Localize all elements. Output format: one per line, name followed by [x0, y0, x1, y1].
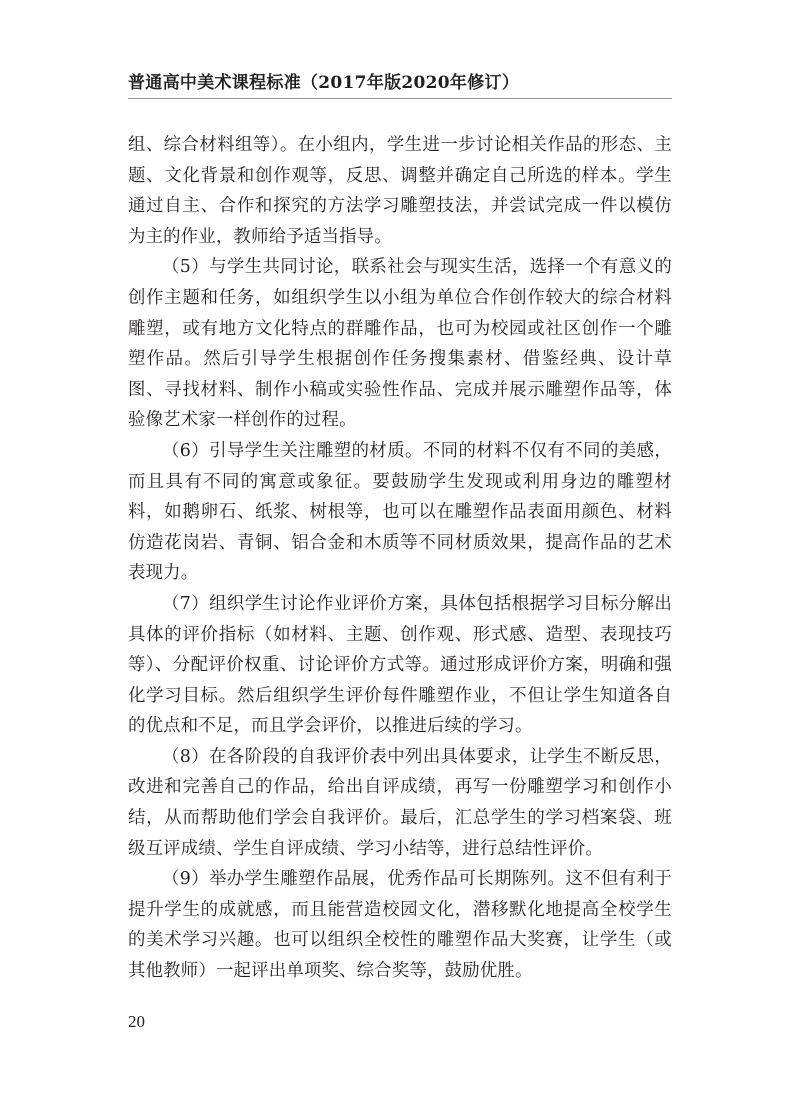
paragraph-item-9: （9）举办学生雕塑作品展，优秀作品可长期陈列。这不但有利于提升学生的成就感，而且能营造校园文化，潜移默化地提高全校学生的美术学习兴趣。也可以组织全校性的雕塑作品大奖赛，让学生（或其他教师）一起评出单项奖、综合奖等，鼓励优胜。	[128, 869, 672, 982]
page-number: 20	[128, 1012, 145, 1031]
paragraph-item-5: （5）与学生共同讨论，联系社会与现实生活，选择一个有意义的创作主题和任务，如组织学生以小组为单位合作创作较大的综合材料雕塑，或有地方文化特点的群雕作品，也可为校园或社区创作一个雕塑作品。然后引导学生根据创作任务搜集素材、借鉴经典、设计草图、寻找材料、制作小稿或实验性作品、完成并展示雕塑作品等，体验像艺术家一样创作的过程。	[128, 257, 672, 431]
header-rule	[128, 98, 672, 99]
running-header: 普通高中美术课程标准（2017年版2020年修订）	[128, 73, 520, 93]
page-body	[128, 130, 672, 987]
paragraph-item-8: （8）在各阶段的自我评价表中列出具体要求，让学生不断反思，改进和完善自己的作品，给出自评成绩，再写一份雕塑学习和创作小结，从而帮助他们学会自我评价。最后，汇总学生的学习档案袋、班级互评成绩、学生自评成绩、学习小结等，进行总结性评价。	[128, 746, 672, 859]
paragraph-item-7: （7）组织学生讨论作业评价方案，具体包括根据学习目标分解出具体的评价指标（如材料、主题、创作观、形式感、造型、表现技巧等）、分配评价权重、讨论评价方式等。通过形成评价方案，明确和强化学习目标。然后组织学生评价每件雕塑作业，不但让学生知道各自的优点和不足，而且学会评价，以推进后续的学习。	[128, 593, 672, 737]
paragraph-continuation: 组、综合材料组等）。在小组内，学生进一步讨论相关作品的形态、主题、文化背景和创作观等，反思、调整并确定自己所选的样本。学生通过自主、合作和探究的方法学习雕塑技法，并尝试完成一件以模仿为主的作业，教师给予适当指导。	[128, 135, 672, 247]
paragraph-item-6: （6）引导学生关注雕塑的材质。不同的材料不仅有不同的美感，而且具有不同的寓意或象征。要鼓励学生发现或利用身边的雕塑材料，如鹅卵石、纸浆、树根等，也可以在雕塑作品表面用颜色、材料仿造花岗岩、青铜、铝合金和木质等不同材质效果，提高作品的艺术表现力。	[128, 440, 672, 584]
